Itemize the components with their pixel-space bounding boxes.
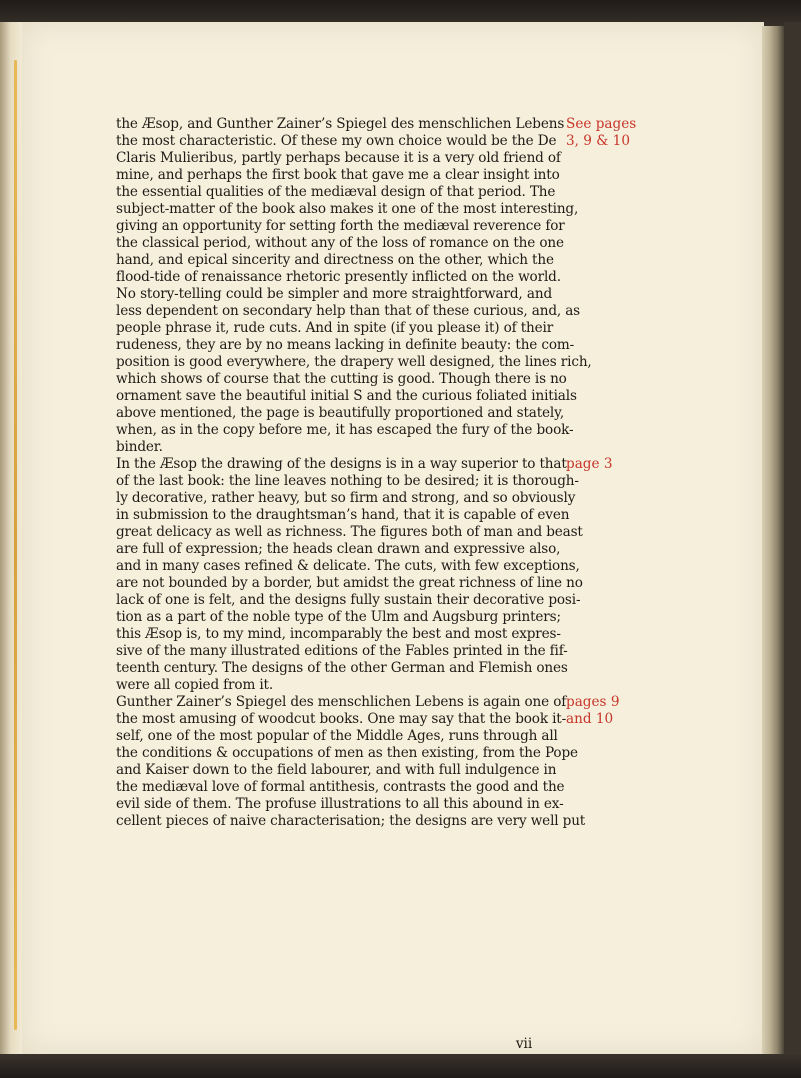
- text-line: the conditions & occupations of men as then existing, from the Pope: [116, 745, 578, 761]
- text-line: in submission to the draughtsman’s hand, that it is capable of even: [116, 507, 570, 523]
- text-line: position is good everywhere, the drapery well designed, the lines rich,: [116, 354, 592, 370]
- margin-note-see-pages: [566, 116, 656, 150]
- text-line: ornament save the beautiful initial S and the curious foliated initials: [116, 388, 577, 404]
- text-line: giving an opportunity for setting forth the mediæval reverence for: [116, 218, 565, 234]
- page-number: vii: [515, 1036, 533, 1052]
- text-line: binder.: [116, 439, 163, 455]
- text-line: the mediæval love of formal antithesis, contrasts the good and the: [116, 779, 565, 795]
- text-line: the Æsop, and Gunther Zainer’s Spiegel des menschlichen Lebens: [116, 116, 565, 132]
- text-line: were all copied from it.: [116, 677, 274, 693]
- text-line: Gunther Zainer’s Spiegel des menschlichen Lebens is again one of: [116, 694, 567, 710]
- text-line: tion as a part of the noble type of the Ulm and Augsburg printers;: [116, 609, 561, 625]
- margin-note-page-3: [566, 456, 656, 473]
- text-line: this Æsop is, to my mind, incomparably the best and most expres-: [116, 626, 561, 642]
- text-line: are full of expression; the heads clean drawn and expressive also,: [116, 541, 561, 557]
- margin-note-line: pages 9: [566, 694, 620, 710]
- text-line: subject-matter of the book also makes it one of the most interesting,: [116, 201, 579, 217]
- text-line: flood-tide of renaissance rhetoric presently inflicted on the world.: [116, 269, 561, 285]
- text-line: lack of one is felt, and the designs fully sustain their decorative posi-: [116, 592, 581, 608]
- text-line: the classical period, without any of the loss of romance on the one: [116, 235, 564, 251]
- margin-note-line: See pages: [566, 116, 637, 132]
- text-line: of the last book: the line leaves nothing to be desired; it is thorough-: [116, 473, 579, 489]
- text-line: cellent pieces of naive characterisation; the designs are very well put: [116, 813, 586, 829]
- text-line: No story-telling could be simpler and more straightforward, and: [116, 286, 552, 302]
- text-line: Claris Mulieribus, partly perhaps because it is a very old friend of: [116, 150, 561, 166]
- text-line: mine, and perhaps the first book that gave me a clear insight into: [116, 167, 560, 183]
- text-line: and in many cases refined & delicate. The cuts, with few exceptions,: [116, 558, 580, 574]
- margin-note-line: 3, 9 & 10: [566, 133, 630, 149]
- text-line: teenth century. The designs of the other German and Flemish ones: [116, 660, 568, 676]
- margin-note-pages-9-10: [566, 694, 656, 728]
- text-line: ly decorative, rather heavy, but so firm and strong, and so obviously: [116, 490, 576, 506]
- text-line: evil side of them. The profuse illustrations to all this abound in ex-: [116, 796, 564, 812]
- text-line: self, one of the most popular of the Middle Ages, runs through all: [116, 728, 558, 744]
- text-line: when, as in the copy before me, it has escaped the fury of the book-: [116, 422, 574, 438]
- text-line: are not bounded by a border, but amidst the great richness of line no: [116, 575, 583, 591]
- text-line: the essential qualities of the mediæval design of that period. The: [116, 184, 556, 200]
- text-line: the most amusing of woodcut books. One may say that the book it-: [116, 711, 567, 727]
- binding-thread: [14, 60, 17, 1030]
- scan-edge-right: [784, 22, 801, 1078]
- text-line: hand, and epical sincerity and directness on the other, which the: [116, 252, 554, 268]
- margin-note-line: page 3: [566, 456, 613, 472]
- text-line: the most characteristic. Of these my own choice would be the De: [116, 133, 557, 149]
- text-line: great delicacy as well as richness. The figures both of man and beast: [116, 524, 583, 540]
- text-line: sive of the many illustrated editions of the Fables printed in the fif-: [116, 643, 568, 659]
- text-line: which shows of course that the cutting is good. Though there is no: [116, 371, 567, 387]
- text-line: In the Æsop the drawing of the designs is in a way superior to that: [116, 456, 567, 472]
- text-line: above mentioned, the page is beautifully proportioned and stately,: [116, 405, 565, 421]
- text-line: and Kaiser down to the field labourer, and with full indulgence in: [116, 762, 557, 778]
- text-line: less dependent on secondary help than that of these curious, and, as: [116, 303, 581, 319]
- page-edges: [762, 26, 784, 1054]
- book-binding: [0, 22, 24, 1062]
- margin-note-line: and 10: [566, 711, 614, 727]
- text-line: people phrase it, rude cuts. And in spite (if you please it) of their: [116, 320, 554, 336]
- text-line: rudeness, they are by no means lacking in definite beauty: the com-: [116, 337, 575, 353]
- scan-edge-bottom: [0, 1054, 801, 1078]
